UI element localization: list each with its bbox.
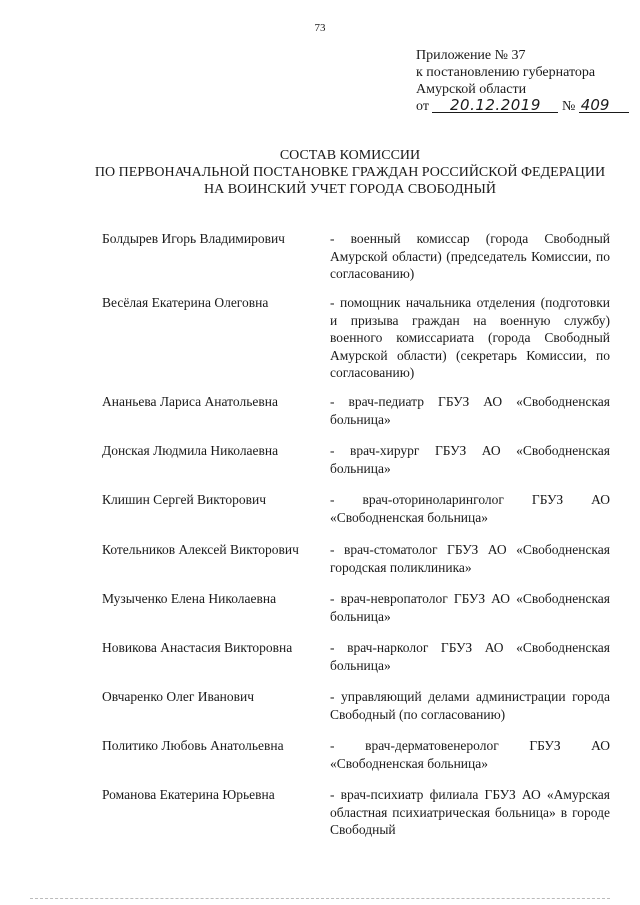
number-prefix: № <box>561 99 576 114</box>
member-role: - помощник начальника отделения (подготовки и призыва граждан на военную службу) военного комиссариата (города Свободный Амурской области) (секретарь Комиссии, по согласованию) <box>330 295 610 380</box>
title-line-1: СОСТАВ КОМИССИИ <box>279 148 421 163</box>
appendix-reference: к постановлению губернатора <box>416 65 596 80</box>
member-role: - врач-дерматовенеролог ГБУЗ АО «Свободненская больница» <box>330 738 610 771</box>
member-name: Политико Любовь Анатольевна <box>102 738 284 753</box>
member-name: Ананьева Лариса Анатольевна <box>102 394 278 409</box>
date-prefix: от <box>416 99 429 114</box>
member-name: Клишин Сергей Викторович <box>102 492 267 507</box>
title-line-2: ПО ПЕРВОНАЧАЛЬНОЙ ПОСТАНОВКЕ ГРАЖДАН РОССИЙСКОЙ ФЕДЕРАЦИИ <box>94 165 606 180</box>
appendix-block <box>416 47 629 115</box>
member-name: Новикова Анастасия Викторовна <box>102 640 293 655</box>
member-role: - управляющий делами администрации города Свободный (по согласованию) <box>330 689 610 722</box>
member-role: - врач-невропатолог ГБУЗ АО «Свободненская больница» <box>330 591 610 624</box>
document-title <box>80 147 620 198</box>
appendix-region: Амурской области <box>416 82 527 97</box>
handwritten-number: 409 <box>579 98 629 113</box>
member-name: Болдырев Игорь Владимирович <box>102 231 285 246</box>
appendix-date-line <box>416 98 629 115</box>
title-line-3: НА ВОИНСКИЙ УЧЕТ ГОРОДА СВОБОДНЫЙ <box>204 182 496 197</box>
page-number: 73 <box>314 22 326 34</box>
member-role: - врач-нарколог ГБУЗ АО «Свободненская больница» <box>330 640 610 673</box>
member-name: Котельников Алексей Викторович <box>102 542 299 557</box>
member-name: Овчаренко Олег Иванович <box>102 689 255 704</box>
member-role: - врач-педиатр ГБУЗ АО «Свободненская больница» <box>330 394 610 427</box>
member-role: - врач-хирург ГБУЗ АО «Свободненская больница» <box>330 443 610 476</box>
member-role: - врач-оториноларинголог ГБУЗ АО «Свободненская больница» <box>330 492 610 525</box>
member-role: - военный комиссар (города Свободный Амурской области) (председатель Комиссии, по согласованию) <box>330 231 610 281</box>
member-role: - врач-стоматолог ГБУЗ АО «Свободненская городская поликлиника» <box>330 542 610 575</box>
member-name: Весёлая Екатерина Олеговна <box>102 295 269 310</box>
member-role: - врач-психиатр филиала ГБУЗ АО «Амурская областная психиатрическая больница» в городе Свободный <box>330 787 610 837</box>
appendix-title: Приложение № 37 <box>416 48 526 63</box>
bottom-scan-edge <box>30 898 610 899</box>
member-name: Музыченко Елена Николаевна <box>102 591 277 606</box>
handwritten-date: 20.12.2019 <box>432 98 558 113</box>
member-name: Романова Екатерина Юрьевна <box>102 787 275 802</box>
member-name: Донская Людмила Николаевна <box>102 443 279 458</box>
